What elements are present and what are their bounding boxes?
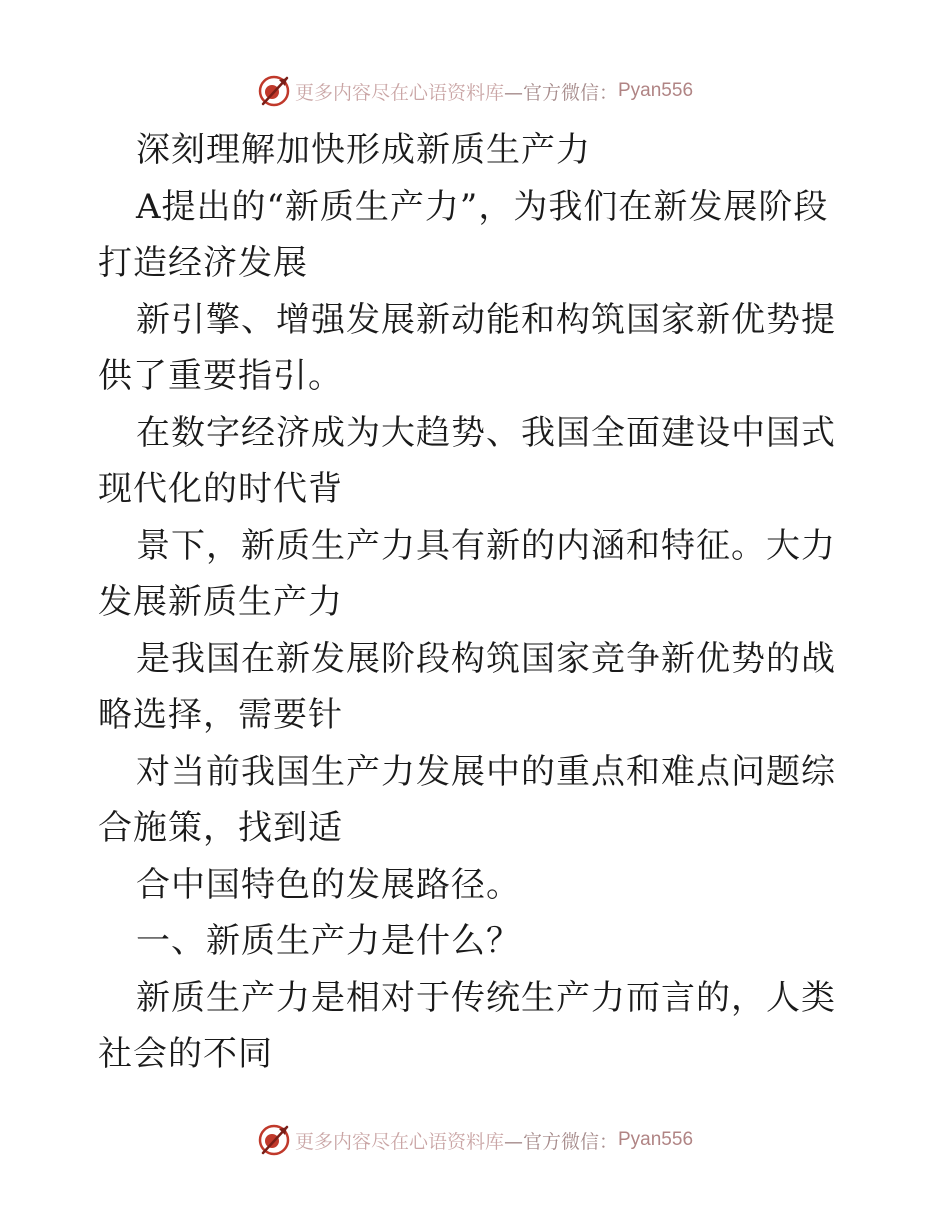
paragraph: 景下，新质生产力具有新的内涵和特征。大力发展新质生产力 — [98, 525, 836, 622]
paragraph: 新引擎、增强发展新动能和构筑国家新优势提供了重要指引。 — [98, 299, 836, 396]
footer-banner — [0, 1120, 950, 1160]
header-banner-id: Pyan556 — [618, 80, 694, 101]
paragraph: 在数字经济成为大趋势、我国全面建设中国式现代化的时代背 — [98, 412, 836, 509]
paragraph: 是我国在新发展阶段构筑国家竞争新优势的战略选择，需要针 — [98, 638, 836, 735]
document-body — [98, 122, 858, 1083]
quill-logo-icon — [257, 74, 291, 108]
paragraph: A提出的“新质生产力”，为我们在新发展阶段打造经济发展 — [98, 186, 829, 283]
footer-banner-label: —官方微信： — [503, 1130, 618, 1153]
paragraph: 新质生产力是相对于传统生产力而言的，人类社会的不同 — [98, 977, 836, 1074]
paragraph: 对当前我国生产力发展中的重点和难点问题综合施策，找到适 — [98, 751, 836, 848]
document-title: 深刻理解加快形成新质生产力 — [136, 130, 591, 170]
header-banner-label: —官方微信： — [503, 81, 618, 104]
quill-logo-icon — [257, 1123, 291, 1157]
header-banner — [0, 71, 950, 111]
paragraph: 合中国特色的发展路径。 — [136, 864, 521, 905]
footer-banner-title: 更多内容尽在心语资料库 — [294, 1130, 504, 1153]
footer-banner-id: Pyan556 — [618, 1129, 694, 1150]
section-heading: 一、新质生产力是什么？ — [136, 921, 521, 961]
header-banner-title: 更多内容尽在心语资料库 — [294, 81, 504, 104]
